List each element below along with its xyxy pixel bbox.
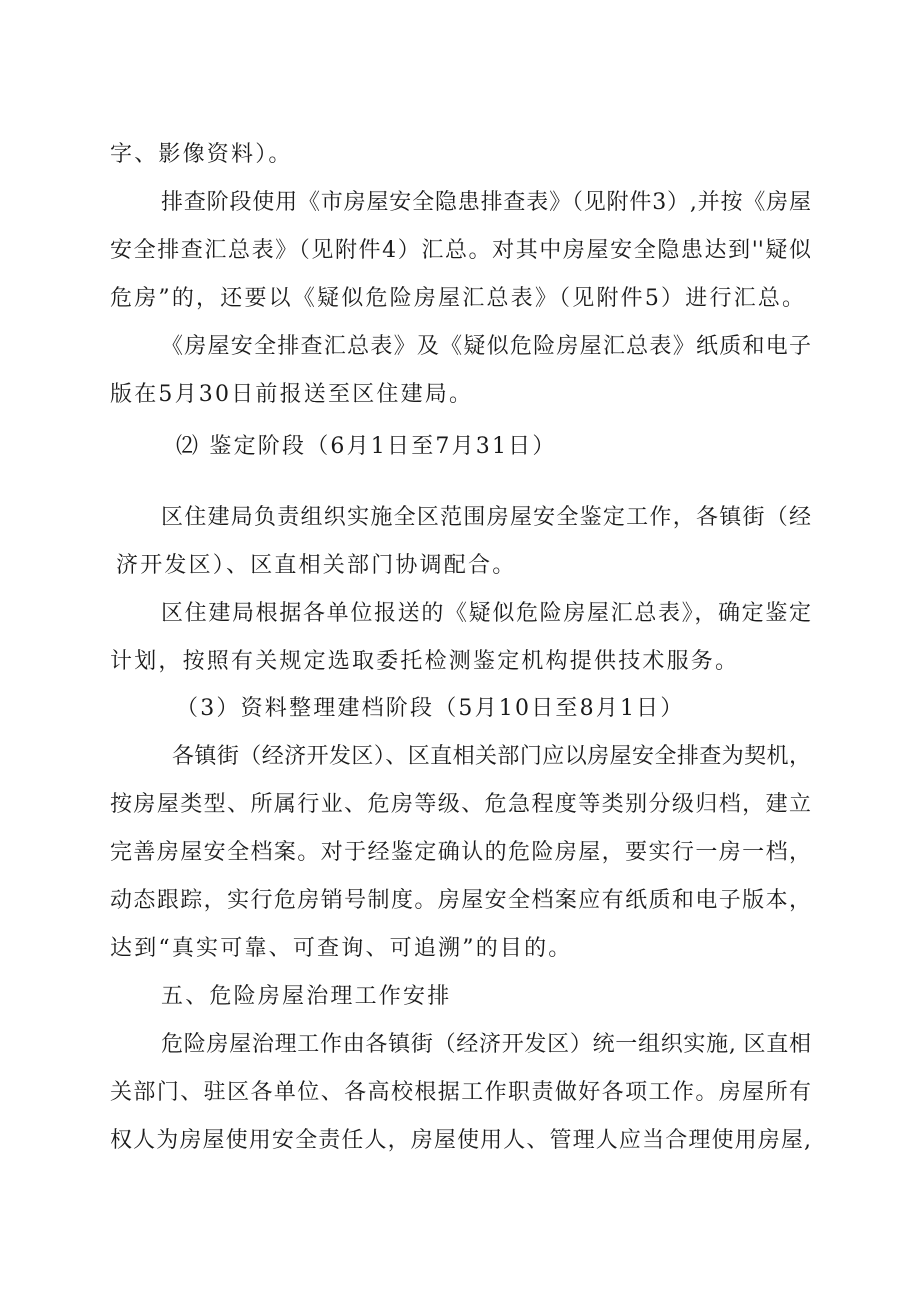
text-line-20: 关部门、驻区各单位、各高校根据工作职责做好各项工作。房屋所有 (110, 1080, 811, 1105)
text-line-4: 危房”的，还要以《疑似危险房屋汇总表》（见附件5）进行汇总。 (110, 286, 807, 311)
section-heading-archiving: （3）资料整理建档阶段（5月10日至8月1日） (176, 696, 685, 721)
text-line-16: 动态跟踪，实行危房销号制度。房屋安全档案应有纸质和电子版本， (110, 888, 811, 913)
text-line-3: 安全排查汇总表》（见附件4）汇总。对其中房屋安全隐患达到''疑似 (110, 238, 811, 263)
text-line-1: 字、影像资料）。 (110, 142, 293, 167)
text-line-21: 权人为房屋使用安全责任人，房屋使用人、管理人应当合理使用房屋, (110, 1128, 811, 1153)
text-line-5: 《房屋安全排查汇总表》及《疑似危险房屋汇总表》纸质和电子 (161, 334, 811, 359)
text-line-13: 各镇街（经济开发区）、区直相关部门应以房屋安全排查为契机， (172, 744, 811, 769)
section-heading-appraisal: ⑵ 鉴定阶段（6月1日至7月31日） (176, 434, 557, 459)
text-line-14: 按房屋类型、所属行业、危房等级、危急程度等类别分级归档，建立 (110, 792, 811, 817)
section-heading-five: 五、危险房屋治理工作安排 (161, 984, 452, 1009)
text-line-9: 济开发区）、区直相关部门协调配合。 (116, 553, 517, 578)
text-line-19: 危险房屋治理工作由各镇街（经济开发区）统一组织实施, 区直相 (161, 1032, 811, 1057)
text-line-15: 完善房屋安全档案。对于经鉴定确认的危险房屋，要实行一房一档， (110, 840, 811, 865)
text-line-2: 排查阶段使用《市房屋安全隐患排查表》（见附件3）,并按《房屋 (161, 190, 811, 215)
text-line-6: 版在5月30日前报送至区住建局。 (110, 382, 474, 407)
text-line-11: 计划，按照有关规定选取委托检测鉴定机构提供技术服务。 (110, 649, 740, 674)
text-line-17: 达到“真实可靠、可查询、可追溯”的目的。 (110, 936, 573, 961)
text-line-10: 区住建局根据各单位报送的《疑似危险房屋汇总表》，确定鉴定 (161, 601, 811, 626)
text-line-8: 区住建局负责组织实施全区范围房屋安全鉴定工作，各镇街（经 (161, 505, 811, 530)
